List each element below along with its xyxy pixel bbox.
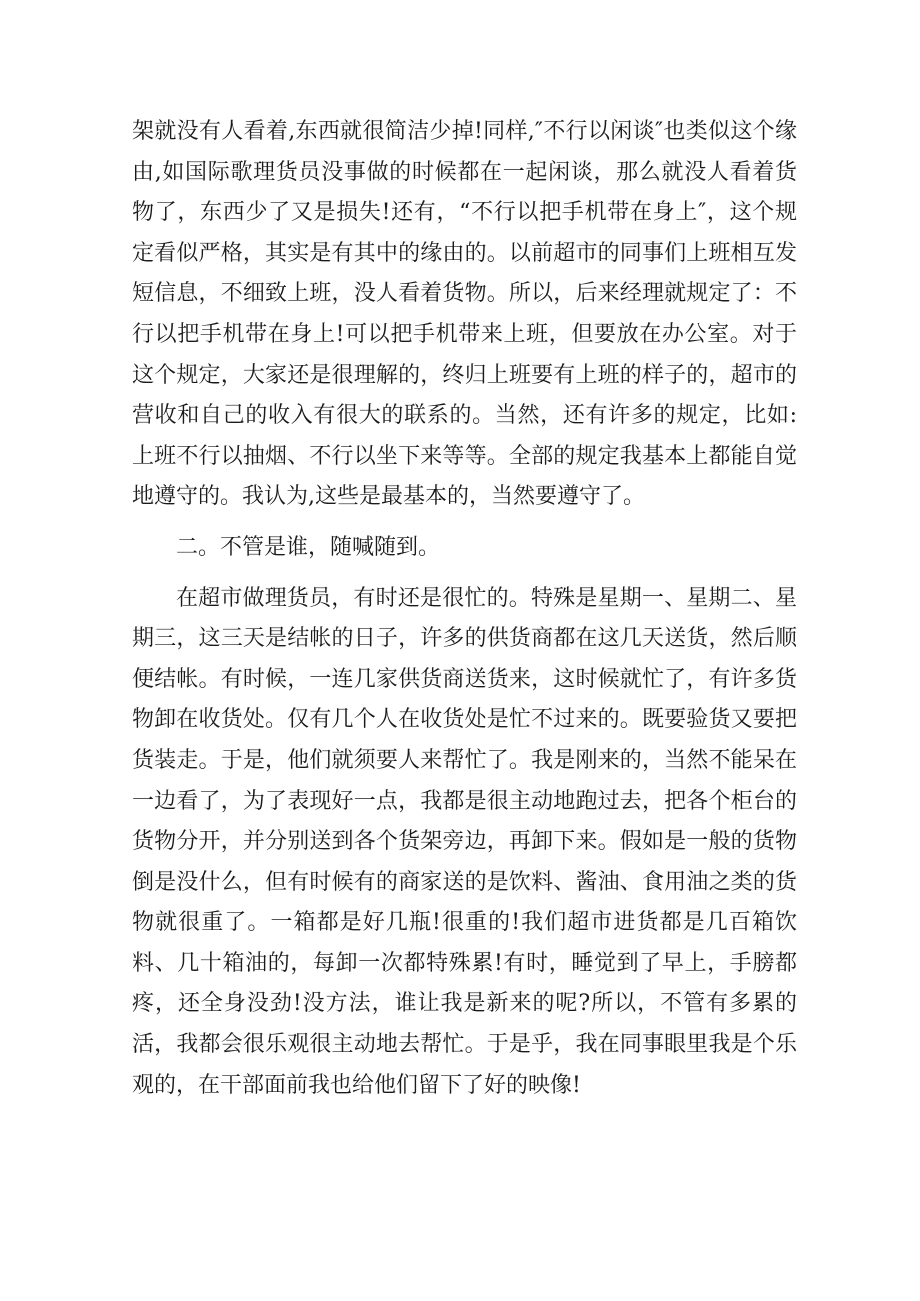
document-body — [132, 112, 797, 1106]
paragraph-continuation: 架就没有人看着,东西就很简洁少掉!同样,″不行以闲谈″也类似这个缘由,如国际歌理货员没事做的时候都在一起闲谈，那么就没人看着货物了，东西少了又是损失!还有，“不行以把手机带在身上″，这个规定看似严格，其实是有其中的缘由的。以前超市的同事们上班相互发短信息，不细致上班，没人看着货物。所以，后来经理就规定了：不行以把手机带在身上!可以把手机带来上班，但要放在办公室。对于这个规定，大家还是很理解的，终归上班要有上班的样子的，超市的营收和自己的收入有很大的联系的。当然，还有许多的规定，比如:上班不行以抽烟、不行以坐下来等等。全部的规定我基本上都能自觉地遵守的。我认为,这些是最基本的，当然要遵守了。 — [132, 119, 797, 510]
paragraph-busy-work: 在超市做理货员，有时还是很忙的。特殊是星期一、星期二、星期三，这三天是结帐的日子，许多的供货商都在这几天送货，然后顺便结帐。有时候，一连几家供货商送货来，这时候就忙了，有许多货物卸在收货处。仅有几个人在收货处是忙不过来的。既要验货又要把货装走。于是，他们就须要人来帮忙了。我是刚来的，当然不能呆在一边看了，为了表现好一点，我都是很主动地跑过去，把各个柜台的货物分开，并分别送到各个货架旁边，再卸下来。假如是一般的货物倒是没什么，但有时候有的商家送的是饮料、酱油、食用油之类的货物就很重了。一箱都是好几瓶!很重的!我们超市进货都是几百箱饮料、几十箱油的，每卸一次都特殊累!有时，睡觉到了早上，手膀都疼，还全身没劲!没方法，谁让我是新来的呢?所以，不管有多累的活，我都会很乐观很主动地去帮忙。于是乎，我在同事眼里我是个乐观的，在干部面前我也给他们留下了好的映像! — [132, 585, 797, 1098]
section-heading-two: 二。不管是谁，随喊随到。 — [176, 534, 441, 560]
